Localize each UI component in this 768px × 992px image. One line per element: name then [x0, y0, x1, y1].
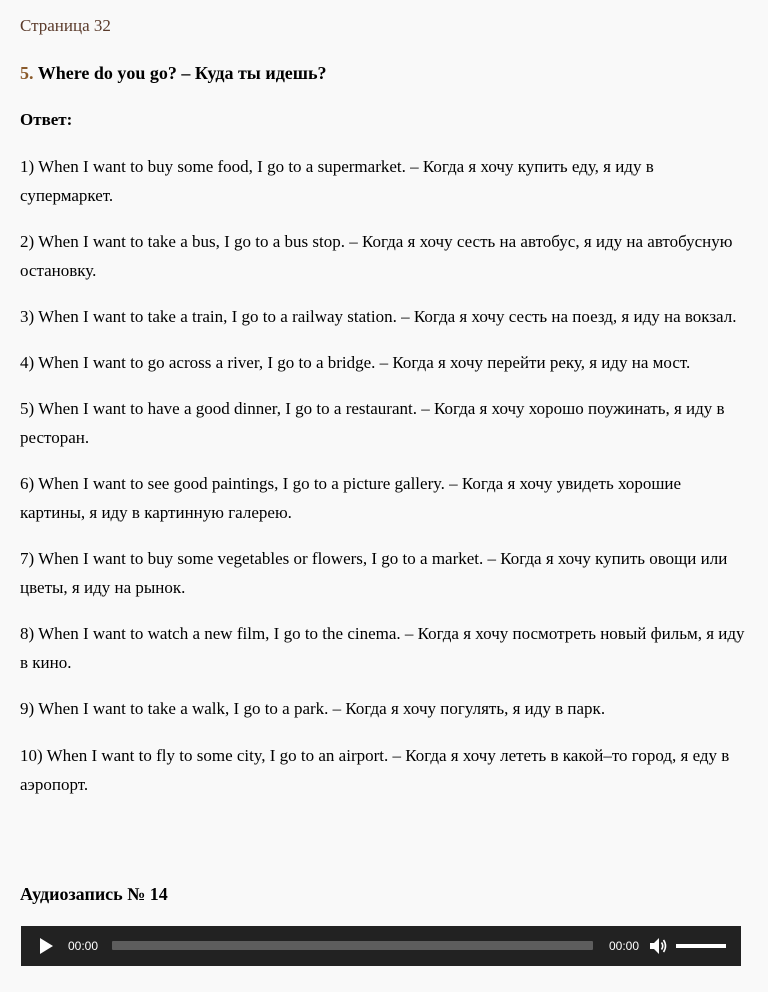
play-icon: [37, 937, 55, 955]
audio-player: [21, 926, 741, 966]
answer-label: Ответ:: [20, 110, 73, 129]
play-button[interactable]: [37, 937, 55, 955]
answer-list: [20, 152, 748, 816]
mute-button[interactable]: [649, 937, 669, 955]
answer-item: 8) When I want to watch a new film, I go to the cinema. – Когда я хочу посмотреть новый фильм, я иду в кино.: [20, 624, 745, 672]
answer-item: 9) When I want to take a walk, I go to a park. – Когда я хочу погулять, я иду в парк.: [20, 699, 606, 718]
volume-slider[interactable]: [676, 944, 726, 948]
page-link[interactable]: Страница 32: [20, 16, 111, 35]
answer-item: 7) When I want to buy some vegetables or flowers, I go to a market. – Когда я хочу купить овощи или цветы, я иду на рынок.: [20, 549, 728, 597]
exercise-number: 5.: [20, 63, 34, 83]
audio-label: Аудиозапись № 14: [20, 884, 168, 904]
answer-item: 2) When I want to take a bus, I go to a bus stop. – Когда я хочу сесть на автобус, я иду на автобусную остановку.: [20, 232, 733, 280]
answer-item: 3) When I want to take a train, I go to a railway station. – Когда я хочу сесть на поезд, я иду на вокзал.: [20, 307, 737, 326]
answer-item: 1) When I want to buy some food, I go to a supermarket. – Когда я хочу купить еду, я иду в супермаркет.: [20, 157, 654, 205]
current-time: 00:00: [68, 939, 99, 953]
answer-item: 4) When I want to go across a river, I go to a bridge. – Когда я хочу перейти реку, я иду на мост.: [20, 353, 691, 372]
duration-time: 00:00: [609, 939, 640, 953]
progress-slider[interactable]: [112, 941, 593, 950]
answer-item: 6) When I want to see good paintings, I go to a picture gallery. – Когда я хочу увидеть хорошие картины, я иду в картинную галерею.: [20, 474, 682, 522]
answer-item: 10) When I want to fly to some city, I go to an airport. – Когда я хочу лететь в какой–то город, я еду в аэропорт.: [20, 746, 730, 794]
exercise-heading: [20, 60, 327, 86]
answer-item: 5) When I want to have a good dinner, I go to a restaurant. – Когда я хочу хорошо поужинать, я иду в ресторан.: [20, 399, 725, 447]
volume-icon: [649, 937, 669, 955]
exercise-title: Where do you go? – Куда ты идешь?: [37, 63, 327, 83]
